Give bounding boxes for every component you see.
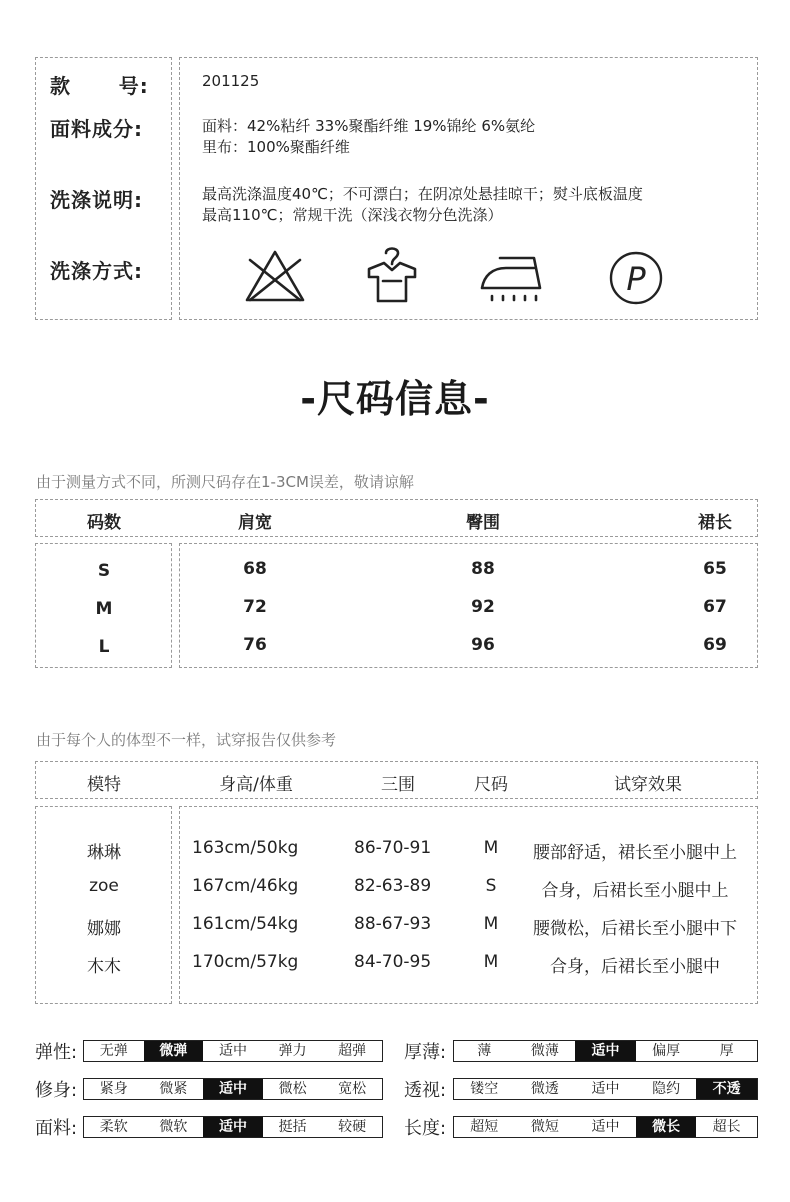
model-header-hw: 身高/体重 <box>219 775 293 795</box>
attribute-option: 无弹 <box>99 1043 128 1059</box>
model-cell-hw: 167cm/46kg <box>192 876 299 896</box>
attribute-option: 柔软 <box>99 1119 128 1135</box>
attribute-label: 长度: <box>404 1118 447 1139</box>
attribute-option: 适中 <box>591 1119 620 1135</box>
model-cell-hw: 163cm/50kg <box>192 838 299 858</box>
attribute-label: 弹性: <box>35 1042 78 1063</box>
do-not-wash-icon <box>242 248 308 304</box>
attribute-option: 弹力 <box>278 1043 307 1059</box>
attribute-options <box>453 1078 758 1100</box>
wash-method-label: 洗涤方式: <box>50 259 143 283</box>
model-cell-effect: 合身，后裙长至小腿中上 <box>541 881 729 901</box>
attribute-option: 较硬 <box>338 1119 367 1135</box>
attribute-option-selected: 不透 <box>696 1079 757 1099</box>
size-cell-hip: 96 <box>471 635 495 655</box>
attribute-option: 薄 <box>477 1043 492 1059</box>
size-cell-length: 65 <box>703 559 727 579</box>
attribute-options <box>453 1116 758 1138</box>
model-cell-size: M <box>483 838 499 858</box>
attribute-option: 微薄 <box>530 1043 559 1059</box>
attribute-option-selected: 微弹 <box>144 1041 204 1061</box>
model-header-bust: 三围 <box>381 775 415 795</box>
attribute-scale <box>35 1040 385 1062</box>
model-cell-size: M <box>483 914 499 934</box>
model-cell-effect: 腰部舒适，裙长至小腿中上 <box>533 843 737 863</box>
size-cell-shoulder: 72 <box>243 597 267 617</box>
attribute-scale <box>404 1040 758 1062</box>
attribute-label: 透视: <box>404 1080 447 1101</box>
attribute-option-selected: 适中 <box>203 1117 263 1137</box>
style-number-value: 201125 <box>202 72 260 90</box>
attribute-option: 超弹 <box>338 1043 367 1059</box>
size-cell-hip: 88 <box>471 559 495 579</box>
fabric-line-1: 面料：42%粘纤 33%聚酯纤维 19%锦纶 6%氨纶 <box>202 117 536 135</box>
wash-line-2: 最高110℃；常规干洗（深浅衣物分色洗涤） <box>202 206 503 224</box>
size-header-shoulder: 肩宽 <box>238 513 272 533</box>
attribute-option: 紧身 <box>99 1081 128 1097</box>
model-cell-name: zoe <box>89 876 119 896</box>
attribute-scale <box>35 1078 385 1100</box>
model-header-effect: 试穿效果 <box>614 775 682 795</box>
wash-line-1: 最高洗涤温度40℃；不可漂白；在阴凉处悬挂晾干；熨斗底板温度 <box>202 185 643 203</box>
attribute-option: 挺括 <box>278 1119 307 1135</box>
model-cell-hw: 170cm/57kg <box>192 952 299 972</box>
attribute-scale <box>35 1116 385 1138</box>
model-header-size: 尺码 <box>474 775 508 795</box>
attribute-option: 适中 <box>218 1043 247 1059</box>
dry-clean-letter: P <box>626 260 646 298</box>
wash-instructions-label: 洗涤说明: <box>50 188 143 212</box>
size-header-size: 码数 <box>87 513 121 533</box>
attribute-options <box>83 1116 383 1138</box>
model-header-model: 模特 <box>87 775 121 795</box>
attribute-label: 修身: <box>35 1080 78 1101</box>
attribute-option-selected: 适中 <box>575 1041 636 1061</box>
attribute-label: 面料: <box>35 1118 78 1139</box>
model-cell-name: 琳琳 <box>87 843 121 863</box>
attribute-option: 微软 <box>159 1119 188 1135</box>
attribute-option: 适中 <box>591 1081 620 1097</box>
model-cell-size: S <box>485 876 497 896</box>
model-cell-hw: 161cm/54kg <box>192 914 299 934</box>
model-cell-bust: 84-70-95 <box>354 952 432 972</box>
attribute-option-selected: 微长 <box>636 1117 697 1137</box>
model-cell-bust: 88-67-93 <box>354 914 432 934</box>
attribute-option: 微透 <box>530 1081 559 1097</box>
model-cell-effect: 腰微松，后裙长至小腿中下 <box>533 919 737 939</box>
attribute-option-selected: 适中 <box>203 1079 263 1099</box>
size-cell-shoulder: 76 <box>243 635 267 655</box>
attribute-option: 超长 <box>712 1119 741 1135</box>
size-cell-length: 69 <box>703 635 727 655</box>
attribute-option: 超短 <box>470 1119 499 1135</box>
attribute-scale <box>404 1116 758 1138</box>
size-cell-size: M <box>95 599 113 619</box>
attribute-option: 隐约 <box>652 1081 681 1097</box>
model-cell-size: M <box>483 952 499 972</box>
size-cell-length: 67 <box>703 597 727 617</box>
model-cell-name: 木木 <box>87 957 121 977</box>
model-cell-bust: 82-63-89 <box>354 876 432 896</box>
attribute-option: 偏厚 <box>652 1043 681 1059</box>
attribute-label: 厚薄: <box>404 1042 447 1063</box>
size-cell-size: L <box>98 637 110 657</box>
style-number-label: 款 号: <box>50 74 149 98</box>
size-cell-hip: 92 <box>471 597 495 617</box>
attribute-scale <box>404 1078 758 1100</box>
attribute-option: 微松 <box>278 1081 307 1097</box>
fabric-line-2: 里布：100%聚酯纤维 <box>202 138 350 156</box>
model-cell-effect: 合身，后裙长至小腿中 <box>550 957 720 977</box>
attribute-option: 微短 <box>530 1119 559 1135</box>
model-cell-bust: 86-70-91 <box>354 838 432 858</box>
size-measure-note: 由于测量方式不同，所测尺码存在1-3CM误差，敬请谅解 <box>36 473 414 491</box>
attribute-option: 镂空 <box>470 1081 499 1097</box>
attribute-options <box>83 1078 383 1100</box>
model-cell-name: 娜娜 <box>87 919 121 939</box>
size-header-hip: 臀围 <box>466 513 500 533</box>
attribute-option: 宽松 <box>338 1081 367 1097</box>
iron-icon <box>478 250 546 306</box>
dry-clean-p-icon <box>608 250 664 306</box>
size-info-title: -尺码信息- <box>300 377 490 421</box>
size-header-length: 裙长 <box>698 513 732 533</box>
size-cell-shoulder: 68 <box>243 559 267 579</box>
attribute-options <box>453 1040 758 1062</box>
attribute-option: 厚 <box>719 1043 734 1059</box>
fabric-label: 面料成分: <box>50 117 143 141</box>
attribute-option: 微紧 <box>159 1081 188 1097</box>
attribute-options <box>83 1040 383 1062</box>
hang-dry-icon <box>362 243 422 305</box>
model-note: 由于每个人的体型不一样，试穿报告仅供参考 <box>36 731 337 749</box>
size-cell-size: S <box>97 561 111 581</box>
